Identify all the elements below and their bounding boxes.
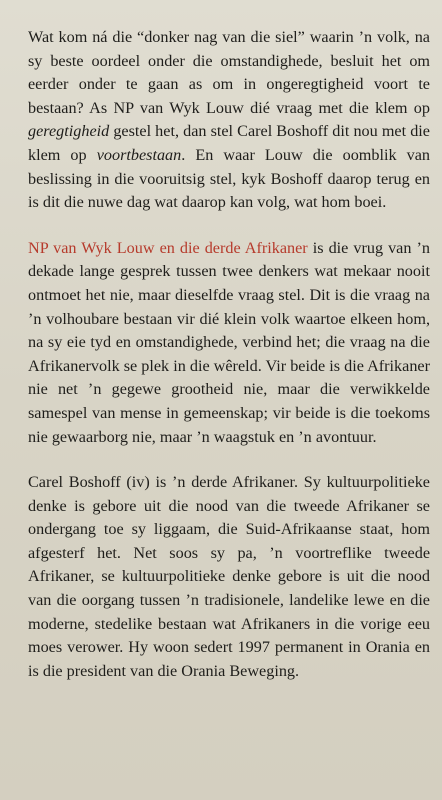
paragraph-author-bio — [28, 471, 430, 683]
paragraph-intro — [28, 26, 430, 215]
text-segment: is die vrug van ’n dekade lange gesprek tussen twee denkers wat mekaar nooit ontmoet het nie, maar dieselfde vraag stel. Dit is die vraag na ’n volhoubare bestaan vir dié klein volk waartoe elkeen hom, na sy eie tyd en omstandighede, verbind het; die vraag na die Afrikanervolk se plek in die wêreld. Vir beide is die Afrikaner nie net ’n gegewe grootheid nie, maar die verwikkelde samespel van mense in gemeenskap; vir beide is die toekoms nie gewaarborg nie, maar ’n waagstuk en ’n avontuur. — [28, 238, 430, 446]
book-title-highlight: NP van Wyk Louw en die derde Afrikaner — [28, 238, 308, 257]
text-segment: Carel Boshoff (iv) is ’n derde Afrikaner. Sy kultuurpolitieke denke is gebore uit die nood van die tweede Afrikaner se ondergang toe sy liggaam, die Suid-Afrikaanse staat, hom afgesterf het. Net soos sy pa, ’n voortreflike tweede Afrikaner, se kultuurpolitieke denke gebore is uit die nood van die oorgang tussen ’n tradisionele, landelike lewe en die moderne, stedelike bestaan wat Afrikaners in die vorige eeu moes verower. Hy woon sedert 1997 permanent in Orania en is die president van die Orania Beweging. — [28, 473, 430, 680]
text-segment: gestel het, dan stel Carel Boshoff dit nou met die klem op — [28, 122, 430, 164]
paragraph-book-description — [28, 237, 430, 449]
italic-term-geregtigheid: geregtigheid — [28, 122, 110, 141]
text-segment: . En waar Louw die oomblik van beslissing in die vooruitsig stel, kyk Boshoff daarop terug en is dit die nuwe dag wat daarop kan volg, wat hom boei. — [28, 145, 430, 212]
italic-term-voortbestaan: voortbestaan — [96, 145, 182, 164]
text-segment: Wat kom ná die “donker nag van die siel” waarin ’n volk, na sy beste oordeel onder die omstandighede, besluit het om eerder onder te gaan as om in ongeregtigheid voort te bestaan? As NP van Wyk Louw dié vraag met die klem op — [28, 28, 430, 117]
